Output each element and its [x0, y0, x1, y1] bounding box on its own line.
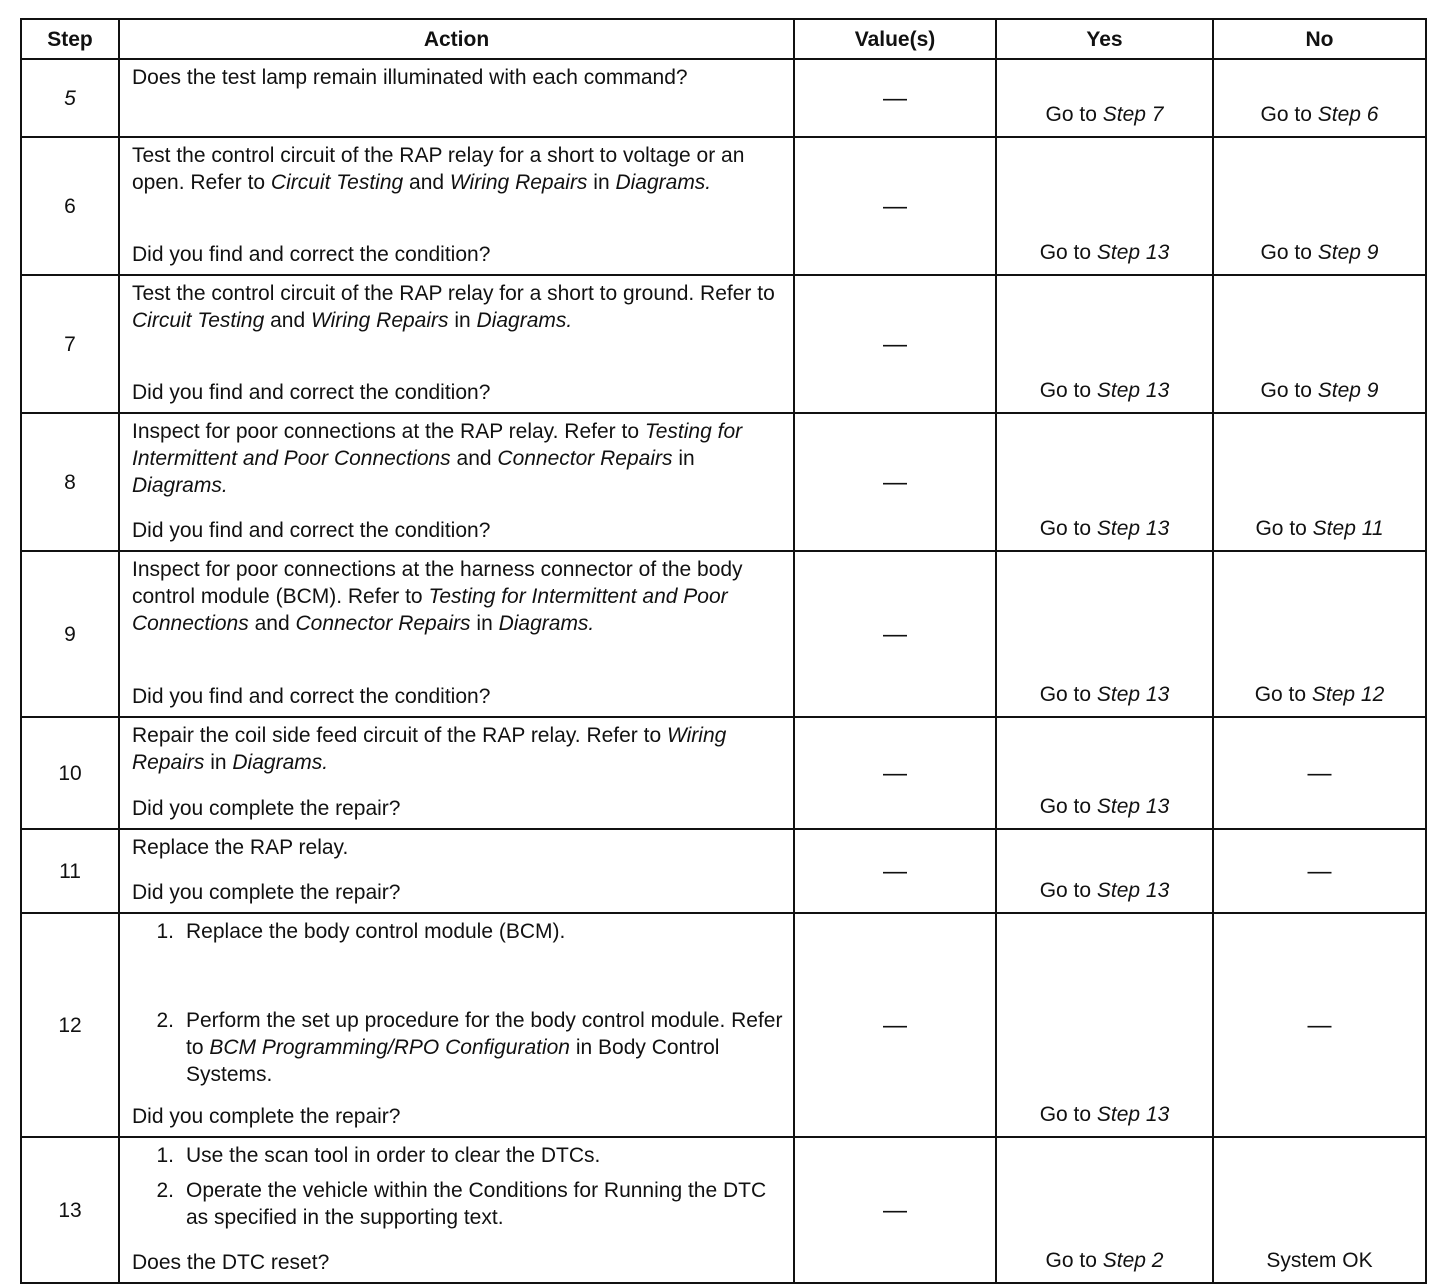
step-number: 10: [21, 717, 119, 829]
goto-label: Go to: [1039, 379, 1097, 402]
action-description: [132, 1142, 783, 1231]
goto-step: Step 13: [1096, 795, 1170, 818]
action-content: [132, 418, 783, 544]
table-row: [21, 59, 1426, 137]
text-run: in: [672, 447, 695, 470]
no-cell: [1213, 413, 1426, 551]
table-row: [21, 829, 1426, 913]
procedure-number: 2.: [156, 1009, 174, 1032]
header-action: Action: [119, 19, 794, 59]
step-number: 6: [21, 137, 119, 275]
action-description: [132, 722, 783, 776]
text-run: Inspect for poor connections at the RAP relay. Refer to: [132, 420, 645, 443]
table-row: [21, 717, 1426, 829]
no-cell: [1213, 551, 1426, 717]
italic-ref: Wiring Repairs: [132, 724, 727, 774]
action-content: [132, 918, 783, 1130]
action-content: [132, 64, 783, 130]
action-content: [132, 280, 783, 406]
no-cell: [1213, 59, 1426, 137]
goto-step: Step 9: [1317, 241, 1379, 264]
goto-label: Go to: [1039, 879, 1097, 902]
yes-cell: [996, 913, 1213, 1137]
procedure-item: [132, 918, 783, 945]
table-row: [21, 275, 1426, 413]
header-row: [21, 19, 1426, 59]
italic-ref: Diagrams.: [476, 309, 573, 332]
action-question: Did you complete the repair?: [132, 797, 401, 820]
goto-step: Step 7: [1102, 103, 1164, 126]
header-yes: Yes: [996, 19, 1213, 59]
no-cell: —: [1213, 829, 1426, 913]
action-cell: [119, 1137, 794, 1283]
italic-ref: Circuit Testing: [132, 309, 265, 332]
goto-step: Step 9: [1317, 379, 1379, 402]
goto-step: Step 13: [1096, 879, 1170, 902]
values-cell: —: [794, 551, 996, 717]
values-cell: —: [794, 913, 996, 1137]
text-run: Does the test lamp remain illuminated with each command?: [132, 66, 688, 89]
italic-ref: Wiring Repairs: [449, 171, 588, 194]
text-run: in: [204, 751, 233, 774]
text-run: Test the control circuit of the RAP relay for a short to voltage or an open. Refer to: [132, 144, 745, 194]
procedure-list: [132, 1142, 783, 1231]
goto-label: Go to: [1039, 241, 1097, 264]
action-cell: [119, 59, 794, 137]
action-cell: [119, 137, 794, 275]
no-cell: —: [1213, 717, 1426, 829]
action-question: Did you complete the repair?: [132, 1105, 401, 1128]
goto-label: Go to: [1260, 241, 1318, 264]
action-description: [132, 556, 783, 637]
action-content: [132, 722, 783, 822]
text-run: Test the control circuit of the RAP relay for a short to ground. Refer to: [132, 282, 775, 305]
goto-step: Step 11: [1312, 517, 1384, 540]
header-no: No: [1213, 19, 1426, 59]
text-run: Repair the coil side feed circuit of the RAP relay. Refer to: [132, 724, 667, 747]
italic-ref: Testing for Intermittent and Poor Connections: [132, 420, 743, 470]
goto-step: Step 13: [1096, 683, 1170, 706]
yes-cell: [996, 413, 1213, 551]
text-run: Use the scan tool in order to clear the DTCs.: [186, 1144, 601, 1167]
goto-step: Step 6: [1317, 103, 1379, 126]
action-cell: [119, 551, 794, 717]
text-run: Replace the body control module (BCM).: [186, 920, 566, 943]
step-number: 11: [21, 829, 119, 913]
procedure-item: [132, 1177, 783, 1231]
no-cell: System OK: [1213, 1137, 1426, 1283]
table-body: [21, 59, 1426, 1283]
action-question: Did you find and correct the condition?: [132, 381, 491, 404]
step-number: 9: [21, 551, 119, 717]
italic-ref: Connector Repairs: [497, 447, 673, 470]
action-content: [132, 142, 783, 268]
yes-cell: [996, 717, 1213, 829]
text-run: in: [587, 171, 616, 194]
action-description: [132, 918, 783, 1088]
yes-cell: [996, 137, 1213, 275]
goto-step: Step 13: [1096, 241, 1170, 264]
procedure-text: [186, 1007, 783, 1088]
action-question: Did you complete the repair?: [132, 881, 401, 904]
italic-ref: Diagrams.: [132, 474, 228, 497]
procedure-number: 1.: [156, 1144, 174, 1167]
goto-step: Step 13: [1096, 517, 1170, 540]
italic-ref: Testing for Intermittent and Poor Connections: [132, 585, 728, 635]
action-cell: [119, 413, 794, 551]
text-run: Replace the RAP relay.: [132, 836, 349, 859]
goto-label: Go to: [1045, 1249, 1103, 1272]
table-row: [21, 551, 1426, 717]
text-run: in: [448, 309, 477, 332]
action-question: Did you find and correct the condition?: [132, 519, 491, 542]
action-question: Does the DTC reset?: [132, 1251, 330, 1274]
action-content: [132, 556, 783, 710]
values-cell: —: [794, 1137, 996, 1283]
values-cell: —: [794, 275, 996, 413]
text-run: and: [450, 447, 498, 470]
values-cell: —: [794, 829, 996, 913]
action-description: [132, 280, 783, 334]
italic-ref: BCM Programming/RPO Configuration: [209, 1036, 570, 1059]
procedure-list: [132, 918, 783, 1088]
action-description: [132, 418, 783, 499]
goto-label: Go to: [1260, 103, 1318, 126]
values-cell: —: [794, 59, 996, 137]
step-number: 8: [21, 413, 119, 551]
values-cell: —: [794, 413, 996, 551]
procedure-number: 1.: [156, 920, 174, 943]
action-cell: [119, 275, 794, 413]
text-run: in Body Control Systems.: [186, 1036, 720, 1086]
action-content: [132, 1142, 783, 1276]
text-run: and: [403, 171, 450, 194]
table-row: [21, 913, 1426, 1137]
yes-cell: [996, 829, 1213, 913]
yes-cell: [996, 551, 1213, 717]
text-run: and: [248, 612, 296, 635]
action-cell: [119, 913, 794, 1137]
goto-label: Go to: [1039, 517, 1097, 540]
italic-ref: Circuit Testing: [270, 171, 404, 194]
italic-ref: Diagrams.: [498, 612, 595, 635]
action-description: [132, 834, 783, 861]
procedure-number: 2.: [156, 1179, 174, 1202]
values-cell: —: [794, 137, 996, 275]
text-run: Inspect for poor connections at the harness connector of the body control module (BCM). Refer to: [132, 558, 743, 608]
header-step: Step: [21, 19, 119, 59]
text-run: and: [264, 309, 311, 332]
action-cell: [119, 829, 794, 913]
diagnostic-table: [20, 18, 1427, 1284]
no-cell: [1213, 137, 1426, 275]
no-cell: [1213, 275, 1426, 413]
no-cell: —: [1213, 913, 1426, 1137]
step-number: 13: [21, 1137, 119, 1283]
goto-label: Go to: [1254, 683, 1312, 706]
goto-label: Go to: [1260, 379, 1318, 402]
goto-label: Go to: [1039, 683, 1097, 706]
yes-cell: [996, 1137, 1213, 1283]
action-cell: [119, 717, 794, 829]
step-number: 5: [21, 59, 119, 137]
action-description: [132, 142, 783, 196]
goto-step: Step 13: [1096, 1103, 1170, 1126]
header-values: Value(s): [794, 19, 996, 59]
goto-label: Go to: [1045, 103, 1103, 126]
procedure-text: [186, 1142, 783, 1169]
text-run: Perform the set up procedure for the body control module. Refer to: [186, 1009, 783, 1059]
action-question: Did you find and correct the condition?: [132, 243, 491, 266]
table-row: [21, 413, 1426, 551]
procedure-item: [132, 1142, 783, 1169]
values-cell: —: [794, 717, 996, 829]
action-content: [132, 834, 783, 906]
goto-step: Step 2: [1102, 1249, 1164, 1272]
yes-cell: [996, 59, 1213, 137]
yes-cell: [996, 275, 1213, 413]
text-run: in: [470, 612, 499, 635]
goto-label: Go to: [1255, 517, 1313, 540]
action-description: [132, 64, 783, 91]
goto-label: Go to: [1039, 1103, 1097, 1126]
italic-ref: Diagrams.: [615, 171, 712, 194]
procedure-text: [186, 918, 783, 945]
action-question: Did you find and correct the condition?: [132, 685, 491, 708]
step-number: 12: [21, 913, 119, 1137]
text-run: Operate the vehicle within the Conditions for Running the DTC as specified in the supporting text.: [186, 1179, 767, 1229]
procedure-text: [186, 1177, 783, 1231]
procedure-item: [132, 1007, 783, 1088]
italic-ref: Wiring Repairs: [311, 309, 449, 332]
italic-ref: Diagrams.: [232, 751, 329, 774]
goto-label: Go to: [1039, 795, 1097, 818]
italic-ref: Connector Repairs: [295, 612, 471, 635]
table-row: [21, 137, 1426, 275]
table-row: [21, 1137, 1426, 1283]
goto-step: Step 13: [1096, 379, 1170, 402]
goto-step: Step 12: [1311, 683, 1385, 706]
step-number: 7: [21, 275, 119, 413]
